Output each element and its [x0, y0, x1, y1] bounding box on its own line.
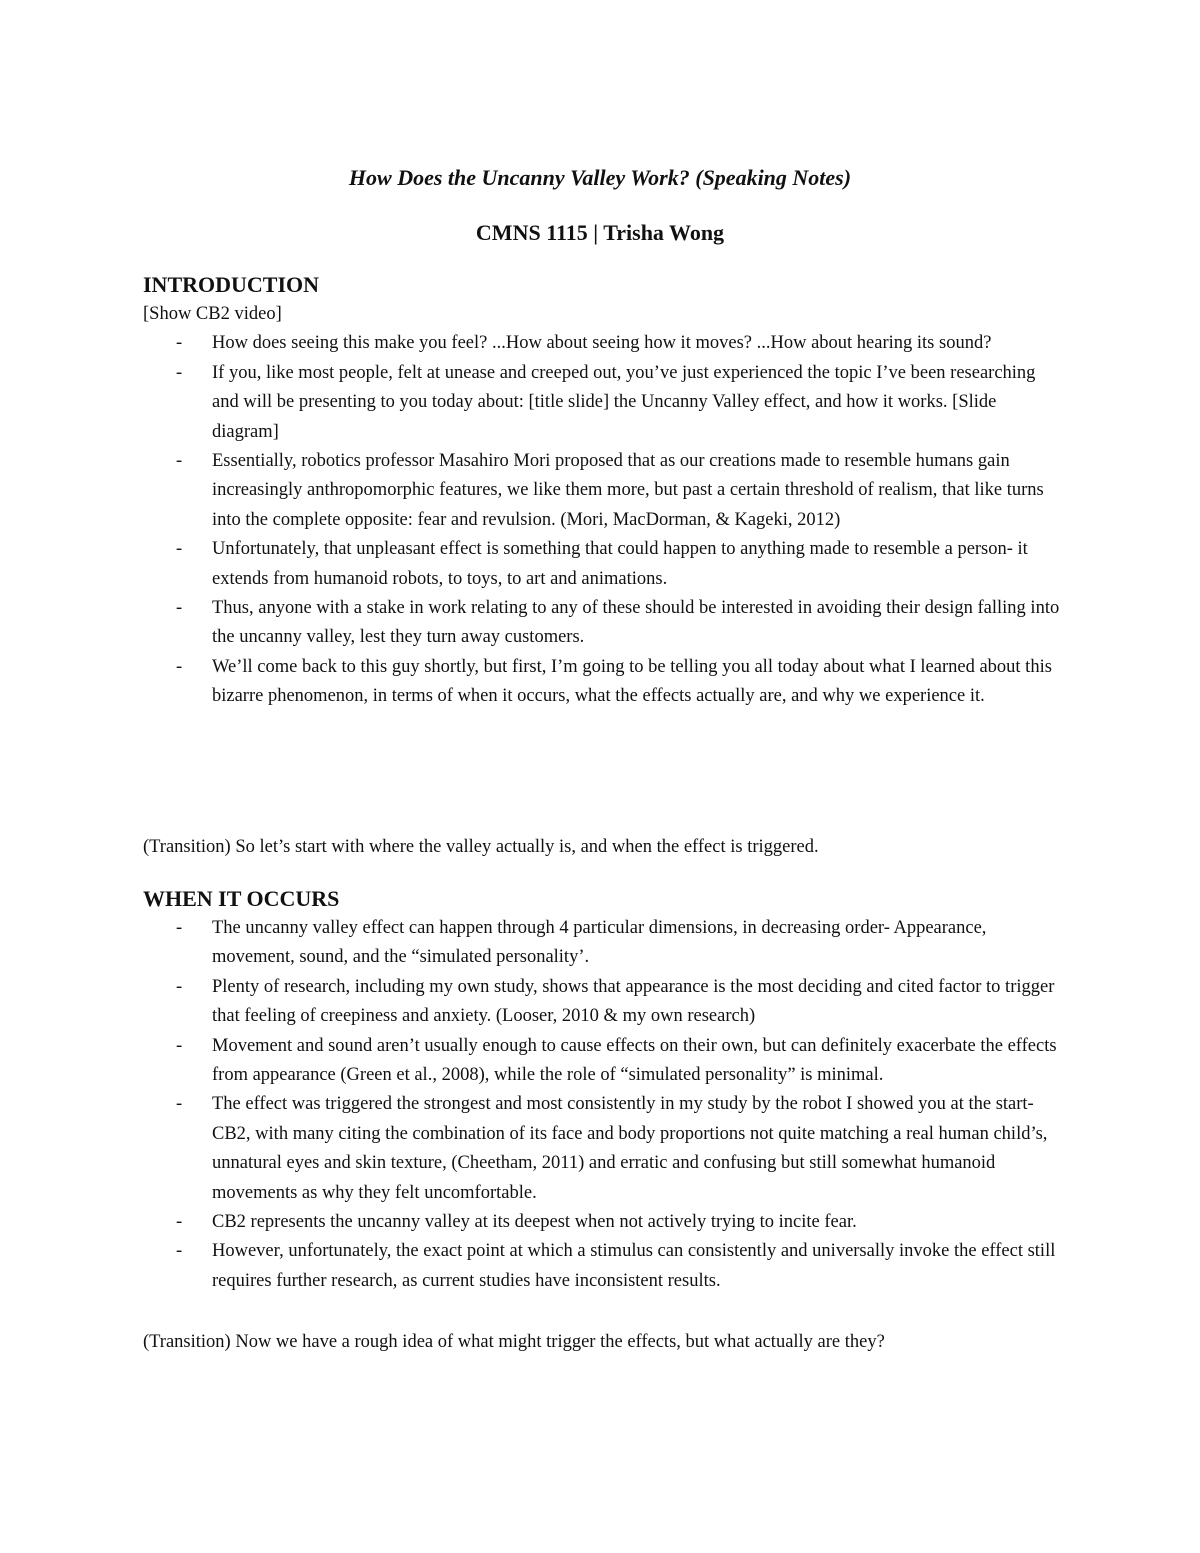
list-item: [143, 914, 1063, 973]
document-title: How Does the Uncanny Valley Work? (Speaking Notes): [348, 165, 852, 190]
bullet-text: How does seeing this make you feel? ...How about seeing how it moves? ...How about hearing its sound?: [212, 333, 992, 354]
document-subtitle: CMNS 1115 | Trisha Wong: [475, 220, 725, 245]
bullet-text: We’ll come back to this guy shortly, but first, I’m going to be telling you all today about what I learned about this bizarre phenomenon, in terms of when it occurs, what the effects actually are, and why we experience it.: [212, 656, 1052, 707]
transition-paragraph: (Transition) Now we have a rough idea of what might trigger the effects, but what actually are they?: [143, 1332, 885, 1352]
bullet-dash: -: [176, 1094, 183, 1115]
bullet-dash: -: [176, 976, 183, 997]
list-item: [143, 447, 1063, 535]
list-item: [143, 1032, 1063, 1091]
list-item: [143, 535, 1063, 594]
bullet-dash: -: [176, 918, 183, 938]
bullet-text: The uncanny valley effect can happen through 4 particular dimensions, in decreasing order- Appearance, movement, sound, and the “simulated personality’.: [212, 918, 987, 968]
list-item: [143, 359, 1063, 447]
transition-paragraph: (Transition) So let’s start with where the valley actually is, and when the effect is triggered.: [143, 837, 819, 857]
bullet-text: Movement and sound aren’t usually enough to cause effects on their own, but can definitely exacerbate the effects from appearance (Green et al., 2008), while the role of “simulated personality” is minimal.: [212, 1035, 1057, 1086]
video-cue: [Show CB2 video]: [143, 304, 282, 324]
bullet-dash: -: [176, 656, 183, 677]
bullet-text: Essentially, robotics professor Masahiro Mori proposed that as our creations made to resemble humans gain increasingly anthropomorphic features, we like them more, but past a certain threshold of realism, that like turns into the complete opposite: fear and revulsion. (Mori, MacDorman, & Kageki, 2012): [212, 451, 1044, 530]
when-it-occurs-section: [143, 884, 1063, 1296]
bullet-dash: -: [176, 362, 183, 383]
list-item: [143, 329, 1063, 358]
list-item: [143, 1208, 1063, 1237]
introduction-heading: INTRODUCTION: [143, 272, 320, 297]
list-item: [143, 594, 1063, 653]
bullet-dash: -: [176, 1035, 183, 1056]
bullet-text: However, unfortunately, the exact point at which a stimulus can consistently and universally invoke the effect still requires further research, as current studies have inconsistent results.: [212, 1241, 1056, 1291]
bullet-text: The effect was triggered the strongest and most consistently in my study by the robot I showed you at the start- CB2, with many citing the combination of its face and body proportions not quite matching a real human child’s, unnatural eyes and skin texture, (Cheetham, 2011) and erratic and confusing but still somewhat humanoid movements as why they felt uncomfortable.: [212, 1094, 1048, 1203]
when-it-occurs-bullets: [143, 914, 1063, 1296]
bullet-text: CB2 represents the uncanny valley at its deepest when not actively trying to incite fear.: [212, 1212, 857, 1233]
list-item: [143, 1090, 1063, 1208]
bullet-dash: -: [176, 1241, 183, 1262]
bullet-dash: -: [176, 1212, 183, 1233]
list-item: [143, 653, 1063, 712]
when-it-occurs-heading: WHEN IT OCCURS: [143, 886, 340, 911]
list-item: [143, 973, 1063, 1032]
introduction-section: [143, 270, 1063, 712]
bullet-dash: -: [176, 539, 183, 560]
bullet-text: Unfortunately, that unpleasant effect is something that could happen to anything made to resemble a person- it extends from humanoid robots, to toys, to art and animations.: [212, 539, 1028, 589]
introduction-bullets: [143, 329, 1063, 711]
bullet-text: If you, like most people, felt at unease and creeped out, you’ve just experienced the topic I’ve been researching and will be presenting to you today about: [title slide] the Uncanny Valley effect, and how it works. [Slide diagram]: [212, 362, 1036, 442]
list-item: [143, 1237, 1063, 1296]
bullet-dash: -: [176, 451, 183, 472]
bullet-dash: -: [176, 333, 183, 354]
bullet-dash: -: [176, 598, 183, 619]
bullet-text: Plenty of research, including my own study, shows that appearance is the most deciding and cited factor to trigger that feeling of creepiness and anxiety. (Looser, 2010 & my own research): [212, 976, 1055, 1027]
bullet-text: Thus, anyone with a stake in work relating to any of these should be interested in avoiding their design falling into the uncanny valley, lest they turn away customers.: [212, 598, 1060, 648]
